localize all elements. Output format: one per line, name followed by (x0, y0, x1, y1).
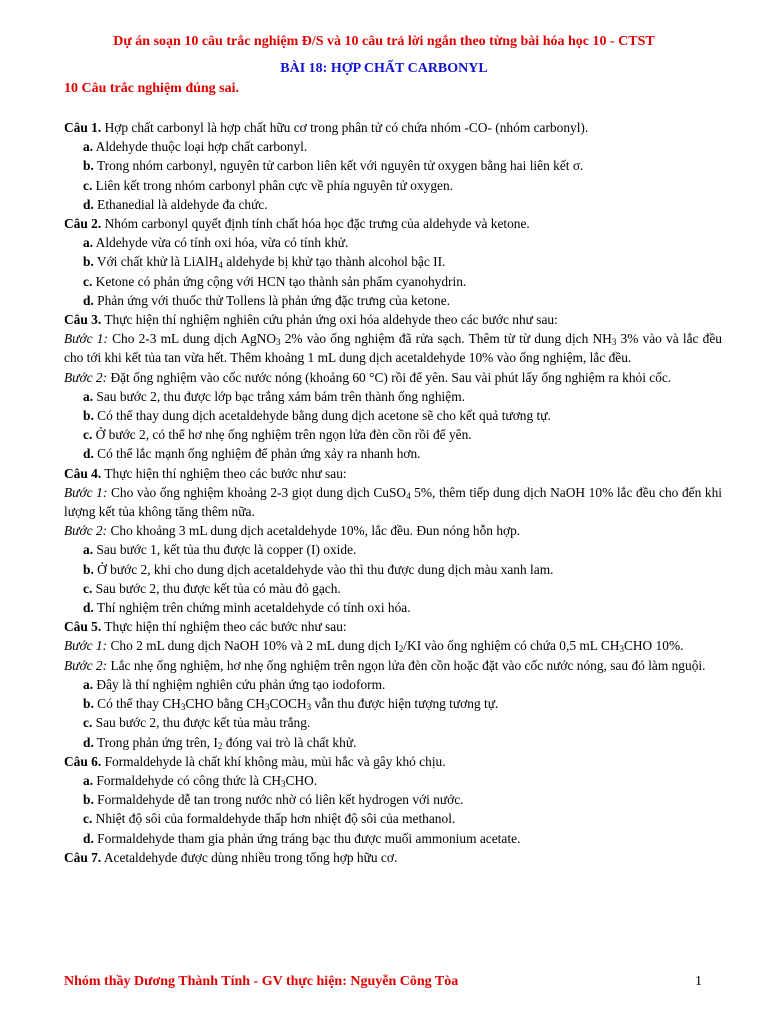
question-4-step-2: Bước 2: Cho khoảng 3 mL dung dịch acetaldehyde 10%, lắc đều. Đun nóng hỗn hợp. (64, 523, 521, 539)
option-4c: c. Sau bước 2, thu được kết tủa có màu đỏ gạch. (83, 580, 341, 596)
question-list (64, 118, 722, 867)
option-6d: d. Formaldehyde tham gia phản ứng tráng bạc thu được muối ammonium acetate. (83, 830, 521, 846)
option-2d: d. Phản ứng với thuốc thử Tollens là phản ứng đặc trưng của ketone. (83, 292, 451, 308)
option-1c: c. Liên kết trong nhóm carbonyl phân cực về phía nguyên tử oxygen. (83, 177, 454, 193)
page-footer (64, 974, 722, 990)
option-2c: c. Ketone có phản ứng cộng với HCN tạo thành sản phẩm cyanohydrin. (83, 273, 467, 289)
option-6a: a. Formaldehyde có công thức là $CH_3CHO$. (83, 772, 318, 789)
question-5-step-1: Bước 1: Cho 2 mL dung dịch NaOH 10% và 2 mL dung dịch $I_2/KI$ vào ống nghiệm có chứa 0,5 mL $CH_3CHO$ 10%. (64, 638, 684, 655)
question-5: Câu 5. Thực hiện thí nghiệm theo các bước như sau: (64, 619, 347, 635)
option-5d: d. Trong phản ứng trên, $I_2$ đóng vai trò là chất khử. (83, 734, 357, 751)
project-title: Dự án soạn 10 câu trắc nghiệm Đ/S và 10 câu trả lời ngắn theo từng bài hóa học 10 - CTST (113, 34, 655, 49)
option-5a: a. Đây là thí nghiệm nghiên cứu phản ứng tạo iodoform. (83, 676, 386, 692)
page-number: 1 (695, 974, 702, 989)
question-5-step-2: Bước 2: Lắc nhẹ ống nghiệm, hơ nhẹ ống nghiệm trên ngọn lửa đèn cồn hoặc đặt vào cốc nước nóng, sau đó làm nguội. (64, 657, 706, 673)
option-6c: c. Nhiệt độ sôi của formaldehyde thấp hơn nhiệt độ sôi của methanol. (83, 811, 456, 827)
question-7: Câu 7. Acetaldehyde được dùng nhiều trong tổng hợp hữu cơ. (64, 849, 398, 865)
section-title: 10 Câu trắc nghiệm đúng sai. (64, 81, 240, 96)
question-4: Câu 4. Thực hiện thí nghiệm theo các bước như sau: (64, 465, 347, 481)
option-2a: a. Aldehyde vừa có tính oxi hóa, vừa có tính khử. (83, 235, 349, 251)
option-4b: b. Ở bước 2, khi cho dung dịch acetaldehyde vào thì thu được dung dịch màu xanh lam. (83, 561, 554, 577)
footer-credit: Nhóm thầy Dương Thành Tính - GV thực hiện: Nguyễn Công Tòa (64, 974, 459, 989)
question-label: Câu 1. (64, 120, 102, 135)
question-3-step-2: Bước 2: Đặt ống nghiệm vào cốc nước nóng (khoảng 60 °C) rồi để yên. Sau vài phút lấy ống nghiệm ra khỏi cốc. (64, 369, 672, 385)
question-3-step-1: Bước 1: Cho 2-3 mL dung dịch AgNO$_3$ 2% vào ống nghiệm đã rửa sạch. Thêm từ từ dung dịch $NH_3$ 3% vào và lắc đều cho tới khi kết tủa tan vừa hết. Thêm khoảng 1 mL dung dịch acetaldehyde 10% vào ống nghiệm, lắc đều. (64, 331, 722, 366)
question-6: Câu 6. Formaldehyde là chất khí không màu, mùi hắc và gây khó chịu. (64, 753, 446, 769)
option-3a: a. Sau bước 2, thu được lớp bạc trắng xám bám trên thành ống nghiệm. (83, 388, 465, 404)
question-2: Câu 2. Nhóm carbonyl quyết định tính chất hóa học đặc trưng của aldehyde và ketone. (64, 216, 530, 232)
option-3d: d. Có thể lắc mạnh ống nghiệm để phản ứng xảy ra nhanh hơn. (83, 446, 421, 462)
option-5b: b. Có thể thay $CH_3CHO$ bằng $CH_3COCH_3$ vẫn thu được hiện tượng tương tự. (83, 696, 499, 713)
option-1b: b. Trong nhóm carbonyl, nguyên tử carbon liên kết với nguyên tử oxygen bằng hai liên kết σ. (83, 158, 584, 174)
option-3c: c. Ở bước 2, có thể hơ nhẹ ống nghiệm trên ngọn lửa đèn cồn rồi để yên. (83, 427, 472, 443)
option-4a: a. Sau bước 1, kết tủa thu được là copper (I) oxide. (83, 542, 357, 558)
option-3b: b. Có thể thay dung dịch acetaldehyde bằng dung dịch acetone sẽ cho kết quả tương tự. (83, 408, 551, 424)
question-4-step-1: Bước 1: Cho vào ống nghiệm khoảng 2-3 giọt dung dịch CuSO$_4$ 5%, thêm tiếp dung dịch NaOH 10% lắc đều cho đến khi lượng kết tủa không tăng thêm nữa. (64, 484, 723, 520)
option-1a: a. Aldehyde thuộc loại hợp chất carbonyl. (83, 139, 308, 155)
question-stem: Hợp chất carbonyl là hợp chất hữu cơ trong phân tử có chứa nhóm -CO- (nhóm carbonyl). (104, 120, 589, 135)
option-1d: d. Ethanedial là aldehyde đa chức. (83, 196, 268, 212)
lesson-title: BÀI 18: HỢP CHẤT CARBONYL (280, 61, 488, 76)
option-2b: b. Với chất khử là LiAlH$_4$ aldehyde bị khử tạo thành alcohol bậc II. (83, 254, 446, 271)
option-6b: b. Formaldehyde dễ tan trong nước nhờ có liên kết hydrogen với nước. (83, 792, 464, 808)
question-1 (64, 118, 722, 137)
question-3: Câu 3. Thực hiện thí nghiệm nghiên cứu phản ứng oxi hóa aldehyde theo các bước như sau: (64, 312, 558, 328)
option-4d: d. Thí nghiệm trên chứng minh acetaldehyde có tính oxi hóa. (83, 600, 411, 616)
option-5c: c. Sau bước 2, thu được kết tủa màu trắng. (83, 715, 311, 731)
